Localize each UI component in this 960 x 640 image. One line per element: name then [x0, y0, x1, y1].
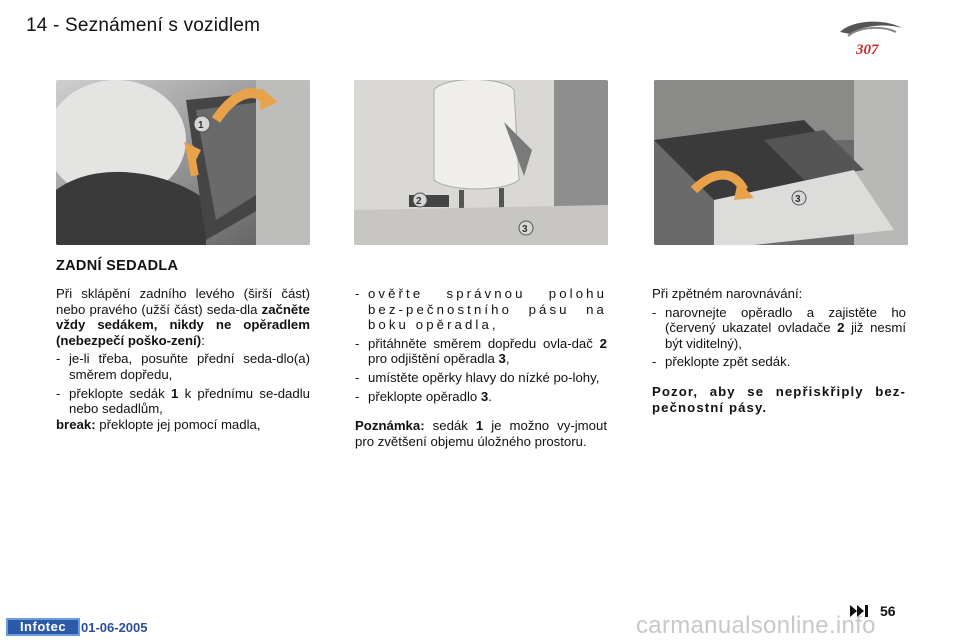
callout-number: 3	[498, 351, 506, 367]
list-item-text: přitáhněte směrem dopředu ovla-dač	[368, 335, 600, 351]
section-heading: ZADNÍ SEDADLA	[56, 258, 179, 274]
intro-paragraph: Při zpětném narovnávání:	[652, 286, 803, 301]
warning-text: Pozor, aby se nepřiskřiply bez-pečnostní pásy.	[652, 383, 906, 415]
list-item-text: narovnejte opěradlo a zajistěte ho (červený ukazatel ovladače	[665, 304, 906, 336]
publication-date: 01-06-2005	[81, 620, 148, 635]
break-label: break:	[56, 416, 96, 432]
list-item: - překlopte sedák 1 k přednímu se-dadlu nebo sedadlům,	[56, 385, 310, 417]
list-item-text: překlopte sedák	[69, 385, 171, 401]
logo-text: 307	[856, 42, 879, 58]
callout-number: 2	[599, 335, 607, 351]
list-item-text: překlopte zpět sedák.	[665, 354, 791, 370]
list-item: - přitáhněte směrem dopředu ovla-dač 2 pro odjištění opěradla 3,	[355, 335, 607, 367]
list-item: - překlopte zpět sedák.	[652, 354, 906, 370]
list-item-text: k přednímu se-dadlu nebo sedadlům,	[69, 385, 310, 417]
photo-callout: 2	[416, 196, 422, 207]
note-label: Poznámka:	[355, 418, 425, 434]
intro-end: :	[201, 332, 205, 348]
callout-number: 3	[480, 388, 489, 404]
list-item: - překlopte opěradlo 3.	[355, 388, 492, 404]
photo-callout: 3	[522, 224, 528, 235]
intro-bold-text: začněte vždy sedákem, nikdy ne opěradlem (nebezpečí poško-zení)	[56, 301, 310, 348]
break-note	[56, 417, 310, 433]
text-column-2	[355, 286, 607, 449]
callout-number: 1	[170, 385, 179, 401]
intro-text: Při sklápění zadního levého (širší část) nebo pravého (užší část) seda-dla	[56, 286, 310, 317]
intro-paragraph	[56, 286, 310, 348]
list-item: - narovnejte opěradlo a zajistěte ho (červený ukazatel ovladače 2 již nesmí být viditelný),	[652, 304, 907, 351]
rear-seat-headrest-photo	[354, 80, 608, 245]
callout-number: 2	[837, 320, 845, 336]
list-item: - umístěte opěrky hlavy do nízké po-lohy,	[355, 370, 607, 386]
rear-seat-cushion-fold-photo	[56, 80, 310, 245]
break-text: překlopte jej pomocí madla,	[95, 416, 261, 432]
photo-callout: 3	[795, 194, 801, 205]
note-paragraph	[355, 418, 607, 449]
note-text: je možno vy-jmout pro zvětšení objemu úložného prostoru.	[355, 418, 607, 449]
list-item: - je-li třeba, posuňte přední seda-dlo(a) směrem dopředu,	[56, 351, 310, 382]
list-item-text: ověřte správnou polohu bez-pečnostního pásu na boku opěradla,	[368, 286, 607, 333]
text-column-3	[652, 286, 906, 415]
note-text: sedák	[424, 418, 476, 434]
list-item-text: pro odjištění opěradla	[368, 351, 499, 367]
list-item-text: umístěte opěrky hlavy do nízké po-lohy,	[368, 369, 600, 385]
photo-callout: 1	[198, 120, 204, 131]
list-item-text: již nesmí být viditelný),	[665, 320, 907, 351]
peugeot-307-logo	[834, 18, 910, 60]
list-item-text: je-li třeba, posuňte přední seda-dlo(a) směrem dopředu,	[69, 351, 310, 382]
list-item: - ověřte správnou polohu bez-pečnostního pásu na boku opěradla,	[355, 286, 607, 333]
text-column-1	[56, 286, 310, 432]
page-title: 14 - Seznámení s vozidlem	[26, 15, 261, 36]
list-item-text: ,	[505, 351, 510, 367]
rear-seat-backrest-folded-photo	[654, 80, 908, 245]
list-item-text: .	[488, 388, 492, 404]
list-item-text: překlopte opěradlo	[368, 388, 481, 404]
brand-badge: Infotec	[6, 618, 80, 636]
page-number: 56	[880, 603, 896, 619]
callout-number: 1	[475, 418, 484, 434]
watermark-text: carmanualsonline.info	[636, 612, 876, 639]
